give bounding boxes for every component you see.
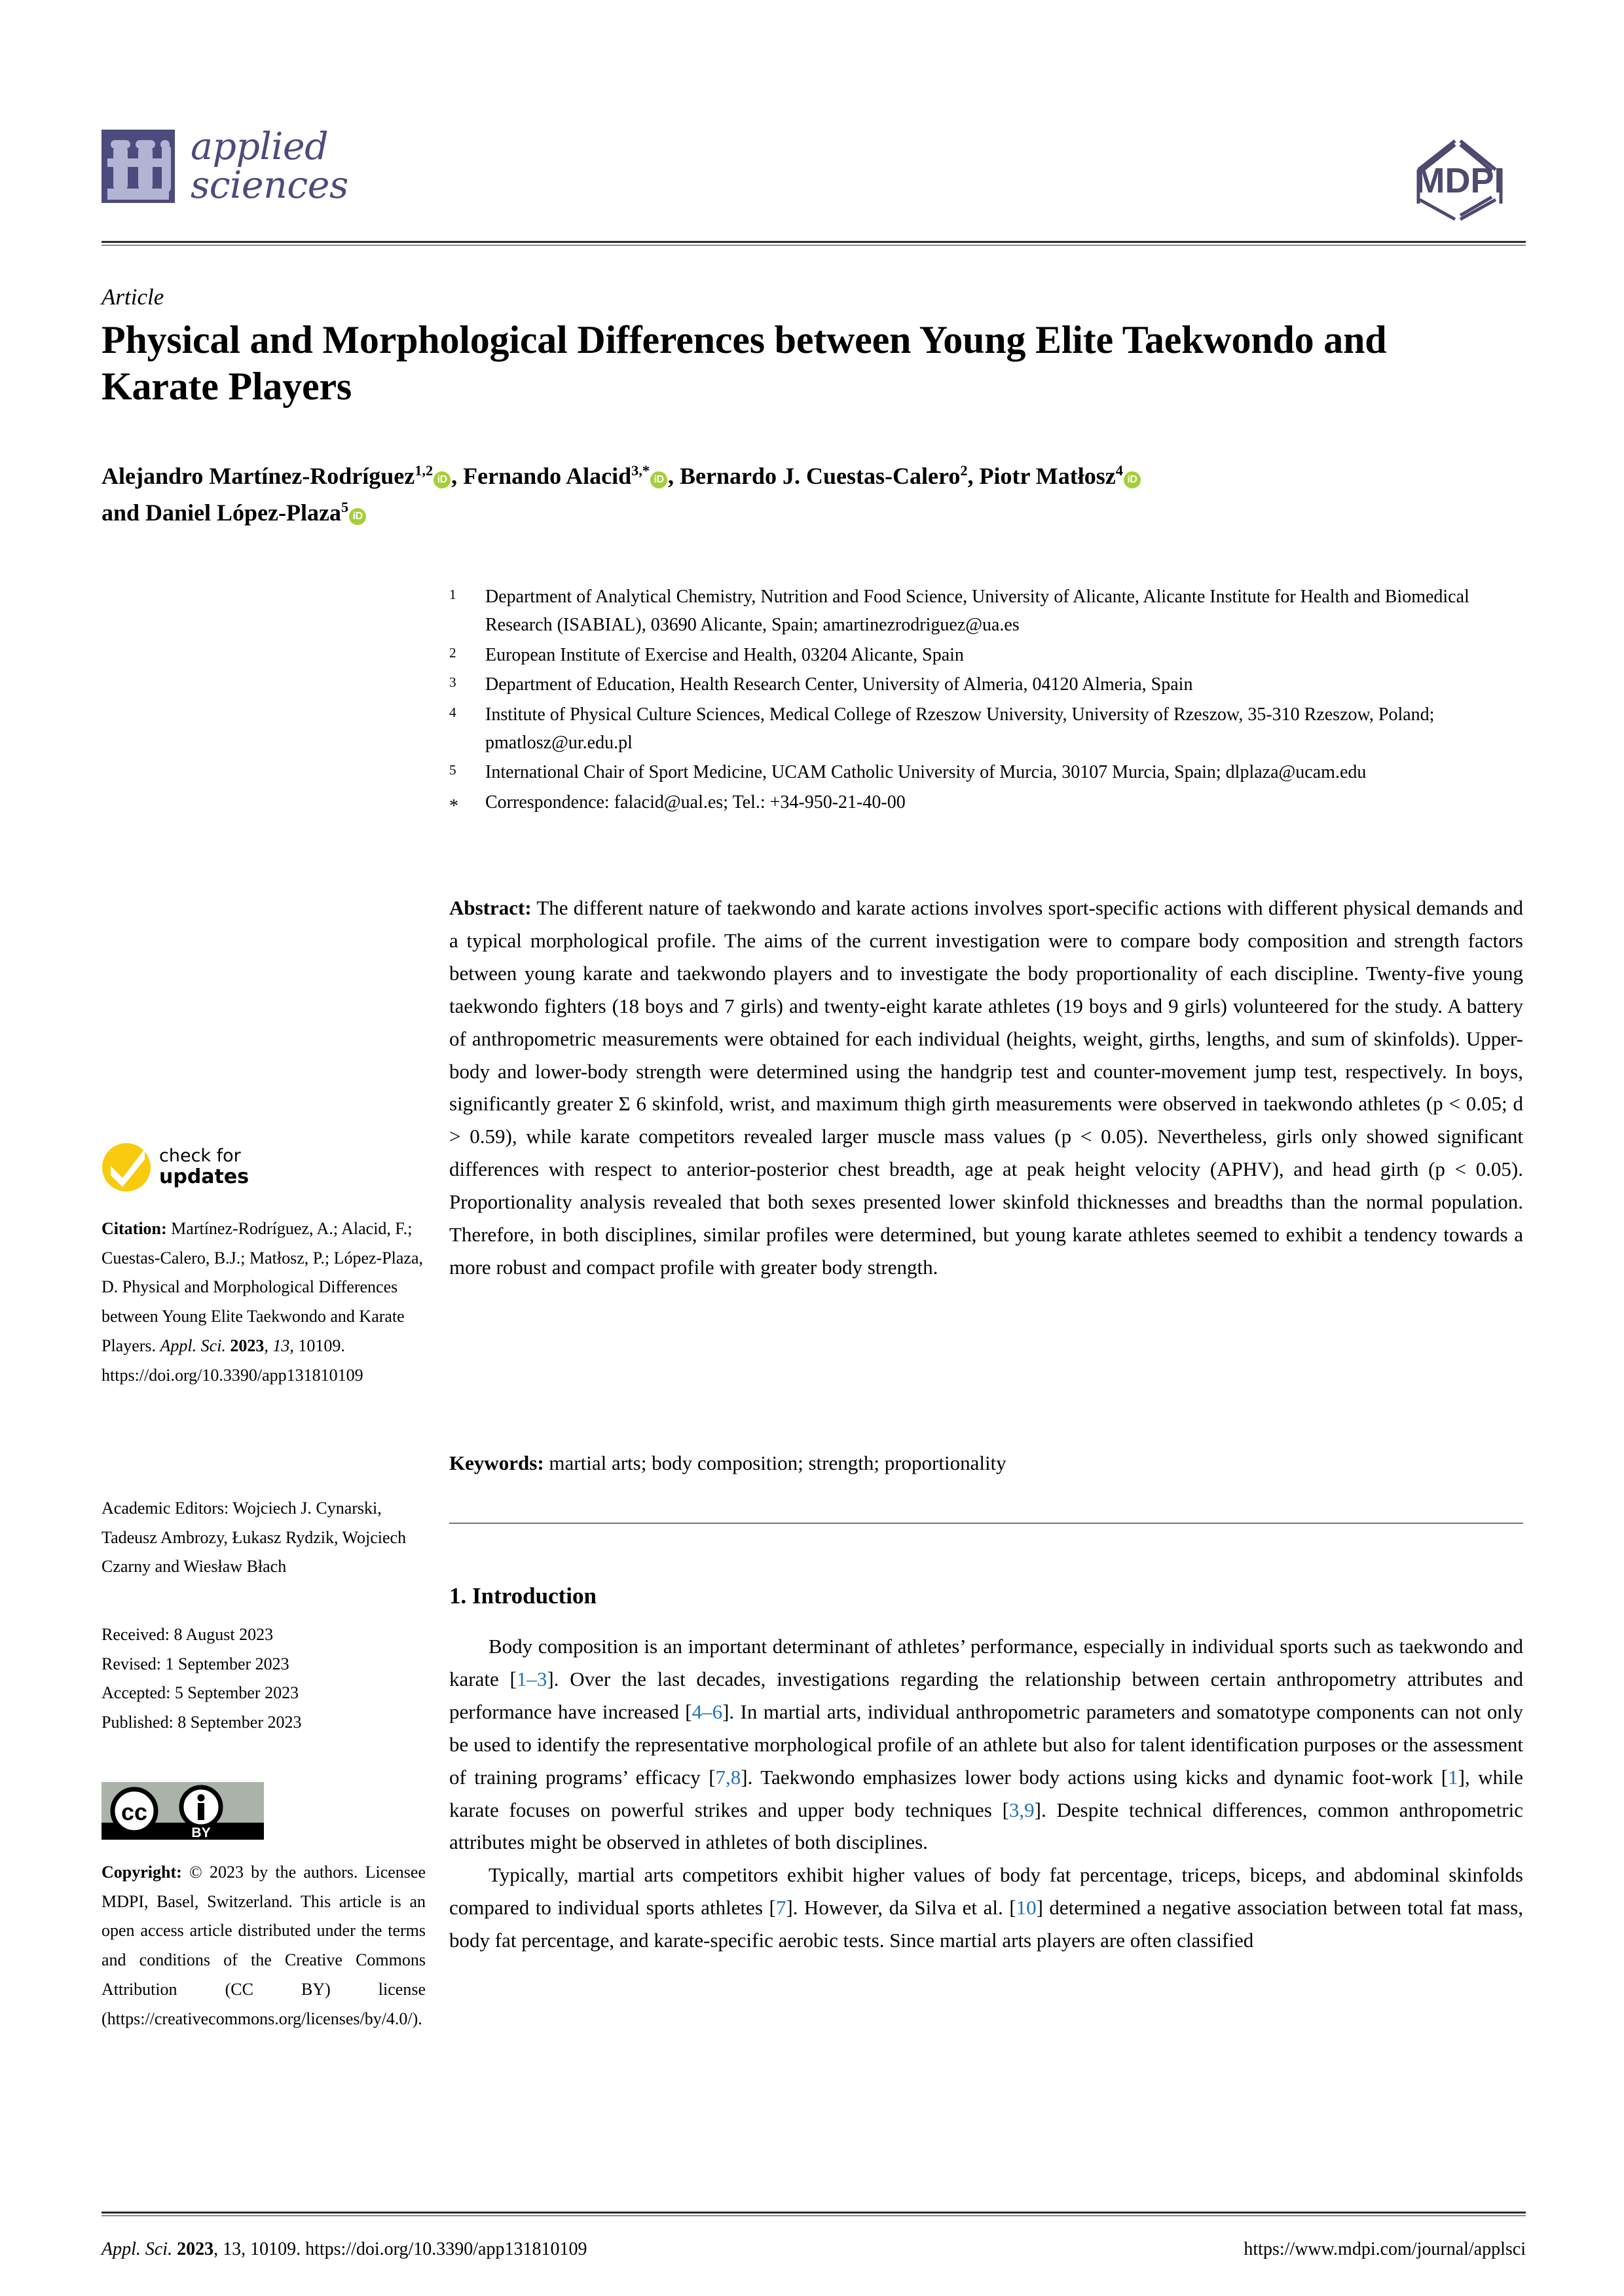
journal-logo bbox=[101, 125, 348, 207]
orcid-icon[interactable]: iD bbox=[434, 471, 451, 488]
citation-ref[interactable]: 10 bbox=[1016, 1896, 1037, 1920]
author-list bbox=[101, 458, 1529, 532]
affiliation-text: Department of Analytical Chemistry, Nutrition and Food Science, University of Alicante, Alicante Institute for Health and Biomedical Research (ISABIAL), 03690 Alicante, Spain; amartinezrodriguez@ua.es bbox=[485, 587, 1469, 636]
author-affil-marker: 1,2 bbox=[415, 462, 434, 479]
paragraph bbox=[449, 1630, 1523, 1859]
citation-ref[interactable]: 4–6 bbox=[692, 1700, 723, 1723]
date-revised: Revised: 1 September 2023 bbox=[101, 1654, 289, 1673]
affiliation-number: 2 bbox=[449, 644, 456, 661]
citation-ref[interactable]: 7,8 bbox=[715, 1765, 741, 1789]
footer-url[interactable]: https://www.mdpi.com/journal/applsci bbox=[1244, 2239, 1526, 2259]
date-accepted: Accepted: 5 September 2023 bbox=[101, 1683, 299, 1703]
abstract-text: The different nature of taekwondo and karate actions involves sport-specific actions with different physical demands and a typical morphological profile. The aims of the current investigation were to compare body composition and strength factors between young karate and taekwondo players and to investigate the body proportionality of each discipline. Twenty-five young taekwondo fighters (18 boys and 7 girls) and twenty-eight karate athletes (19 boys and 9 girls) volunteered for the study. A battery of anthropometric measurements were obtained for each individual (heights, weight, girths, lengths, and sum of skinfolds). Upper-body and lower-body strength were determined using the handgrip test and counter-movement jump test, respectively. In boys, significantly greater Σ 6 skinfold, wrist, and maximum thigh girth measurements were observed in taekwondo athletes (p < 0.05; d > 0.59), while karate competitors revealed larger muscle mass values (p < 0.05). Nevertheless, girls only showed significant differences with respect to anterior-posterior chest breadth, age at peak height velocity (APHV), and head girth (p < 0.05). Proportionality analysis revealed that both sexes presented lower skinfold thicknesses and breadths than the normal population. Therefore, in both disciplines, similar profiles were determined, but young karate athletes seemed to exhibit a tendency towards a more robust and compact profile with greater body strength. bbox=[449, 896, 1523, 1279]
intro-text: Typically, martial arts competitors exhibit higher values of body fat percentage, triceps, biceps, and abdominal skinfolds compared to individual sports athletes [ bbox=[449, 1863, 1523, 1920]
cfu-line1: check for bbox=[159, 1146, 241, 1167]
affiliation-text: European Institute of Exercise and Health, 03204 Alicante, Spain bbox=[485, 644, 964, 665]
academic-editors: Academic Editors: Wojciech J. Cynarski, Tadeusz Ambrozy, Łukasz Rydzik, Wojciech Czarny and Wiesław Błach bbox=[101, 1499, 407, 1576]
copyright-block bbox=[101, 1858, 426, 2033]
copyright-text: © 2023 by the authors. Licensee MDPI, Basel, Switzerland. This article is an open access article distributed under the terms and conditions of the Creative Commons Attribution (CC BY) license (https://creativecommons.org/licenses/by/4.0/). bbox=[101, 1863, 426, 2028]
intro-text: Body composition is an important determinant of athletes’ performance, especially in individual sports such as taekwondo and karate [ bbox=[449, 1635, 1523, 1690]
intro-text: ] determined a negative association between total fat mass, body fat percentage, and karate-specific aerobic tests. Since martial arts players are often classified bbox=[449, 1896, 1523, 1952]
copyright-label: Copyright: bbox=[101, 1863, 182, 1882]
affiliation-text: Institute of Physical Culture Sciences, Medical College of Rzeszow University, University of Rzeszow, 35-310 Rzeszow, Poland; pmatlosz@ur.edu.pl bbox=[485, 704, 1435, 753]
paragraph bbox=[449, 1859, 1523, 1957]
author-affil-marker: 2 bbox=[960, 462, 968, 479]
journal-title-line1: applied bbox=[191, 125, 329, 168]
test-tube-rack-icon bbox=[101, 130, 175, 203]
cc-by-license-badge[interactable] bbox=[101, 1782, 264, 1840]
citation-block bbox=[101, 1214, 426, 1390]
orcid-icon[interactable]: iD bbox=[349, 508, 366, 525]
date-published: Published: 8 September 2023 bbox=[101, 1713, 302, 1732]
citation-volume: , 13 bbox=[264, 1336, 290, 1355]
abstract-label: Abstract: bbox=[449, 896, 532, 919]
intro-text: ]. Taekwondo emphasizes lower body actions using kicks and dynamic foot-work [ bbox=[741, 1765, 1449, 1789]
author-name: , Bernardo J. Cuestas-Calero bbox=[668, 463, 961, 489]
journal-title bbox=[191, 125, 348, 207]
keywords-label: Keywords: bbox=[449, 1451, 544, 1474]
citation-rest: , 10109. https://doi.org/10.3390/app131810109 bbox=[101, 1336, 363, 1385]
correspondence-text: Correspondence: falacid@ual.es; Tel.: +34-950-21-40-00 bbox=[485, 792, 906, 812]
affiliation-list bbox=[449, 583, 1523, 822]
journal-title-line2: sciences bbox=[191, 163, 348, 207]
check-circle-icon bbox=[101, 1142, 151, 1192]
footer-divider bbox=[101, 2212, 1526, 2214]
footer-journal: Appl. Sci. bbox=[101, 2239, 173, 2259]
check-for-updates-badge[interactable] bbox=[101, 1142, 249, 1192]
affiliation-item bbox=[449, 670, 1523, 699]
page-footer bbox=[101, 2239, 1526, 2260]
correspondence-marker: * bbox=[449, 795, 458, 816]
affiliation-item bbox=[449, 701, 1523, 757]
affiliation-item bbox=[449, 583, 1523, 640]
mdpi-wordmark: MDPI bbox=[1415, 161, 1504, 200]
citation-label: Citation: bbox=[101, 1219, 167, 1238]
intro-text: ]. Despite technical differences, common anthropometric attributes might be observed in athletes of both disciplines. bbox=[449, 1798, 1523, 1854]
author-name: and Daniel López-Plaza bbox=[101, 499, 341, 526]
intro-text: ]. However, da Silva et al. [ bbox=[786, 1896, 1016, 1920]
cc-letters: cc bbox=[120, 1798, 148, 1825]
orcid-icon[interactable]: iD bbox=[650, 471, 667, 488]
author-affil-marker: 5 bbox=[341, 498, 349, 515]
cfu-line2: updates bbox=[159, 1165, 249, 1189]
footer-rest: , 13, 10109. https://doi.org/10.3390/app131810109 bbox=[213, 2239, 587, 2259]
affiliation-number: 4 bbox=[449, 704, 456, 720]
introduction-body bbox=[449, 1630, 1523, 1957]
footer-citation bbox=[101, 2239, 587, 2260]
author-affil-marker: 3,* bbox=[631, 462, 650, 479]
orcid-icon[interactable]: iD bbox=[1124, 471, 1141, 488]
affiliation-text: International Chair of Sport Medicine, UCAM Catholic University of Murcia, 30107 Murcia, Spain; dlplaza@ucam.edu bbox=[485, 762, 1367, 783]
page-header bbox=[101, 125, 1526, 242]
citation-ref[interactable]: 1–3 bbox=[516, 1667, 547, 1690]
affiliation-text: Department of Education, Health Research Center, University of Almeria, 04120 Almeria, Spain bbox=[485, 674, 1193, 695]
author-name: , Fernando Alacid bbox=[451, 463, 632, 489]
citation-text: Martínez-Rodríguez, A.; Alacid, F.; Cuestas-Calero, B.J.; Matłosz, P.; López-Plaza, D. Physical and Morphological Differences between Young Elite Taekwondo and Karate Players. bbox=[101, 1219, 424, 1355]
publication-dates bbox=[101, 1620, 426, 1738]
author-name: , Piotr Matłosz bbox=[967, 463, 1116, 489]
footer-year: 2023 bbox=[177, 2239, 214, 2259]
creative-commons-icon bbox=[101, 1782, 264, 1840]
citation-journal: Appl. Sci. bbox=[160, 1336, 226, 1355]
date-received: Received: 8 August 2023 bbox=[101, 1625, 274, 1644]
page-title: Physical and Morphological Differences between Young Elite Taekwondo and Karate Players bbox=[101, 318, 1387, 408]
affiliation-number: 1 bbox=[449, 587, 456, 602]
abstract-section bbox=[449, 892, 1523, 1284]
affiliation-number: 3 bbox=[449, 674, 456, 691]
correspondence-item bbox=[449, 788, 1523, 820]
intro-text: ]. Over the last decades, investigations regarding the relationship between certain anthropometry attributes and performance have increased [ bbox=[449, 1667, 1523, 1723]
affiliation-item bbox=[449, 758, 1523, 786]
article-type-label: Article bbox=[101, 284, 164, 310]
citation-year: 2023 bbox=[230, 1336, 265, 1355]
intro-text: ]. In martial arts, individual anthropometric parameters and somatotype components can not only be used to identify the representative morphological profile of an athlete but also for talent identification purposes or the assessment of training programs’ efficacy [ bbox=[449, 1700, 1523, 1789]
affiliation-number: 5 bbox=[449, 762, 456, 778]
mdpi-logo bbox=[1414, 132, 1526, 223]
author-name: Alejandro Martínez-Rodríguez bbox=[101, 463, 415, 489]
by-letters: BY bbox=[191, 1825, 211, 1840]
citation-ref[interactable]: 1 bbox=[1448, 1765, 1458, 1789]
intro-text: ], while karate focuses on powerful strikes and upper body techniques [ bbox=[449, 1765, 1523, 1821]
citation-ref[interactable]: 3,9 bbox=[1008, 1798, 1035, 1821]
author-affil-marker: 4 bbox=[1115, 462, 1123, 479]
header-divider bbox=[101, 241, 1526, 243]
section-heading-introduction: 1. Introduction bbox=[449, 1583, 597, 1609]
mdpi-hexagon-icon bbox=[1414, 132, 1526, 223]
citation-ref[interactable]: 7 bbox=[775, 1896, 786, 1920]
keywords-text: martial arts; body composition; strength; proportionality bbox=[544, 1451, 1006, 1474]
affiliation-item bbox=[449, 641, 1523, 669]
keywords-section bbox=[449, 1447, 1523, 1480]
check-for-updates-text bbox=[159, 1146, 249, 1188]
